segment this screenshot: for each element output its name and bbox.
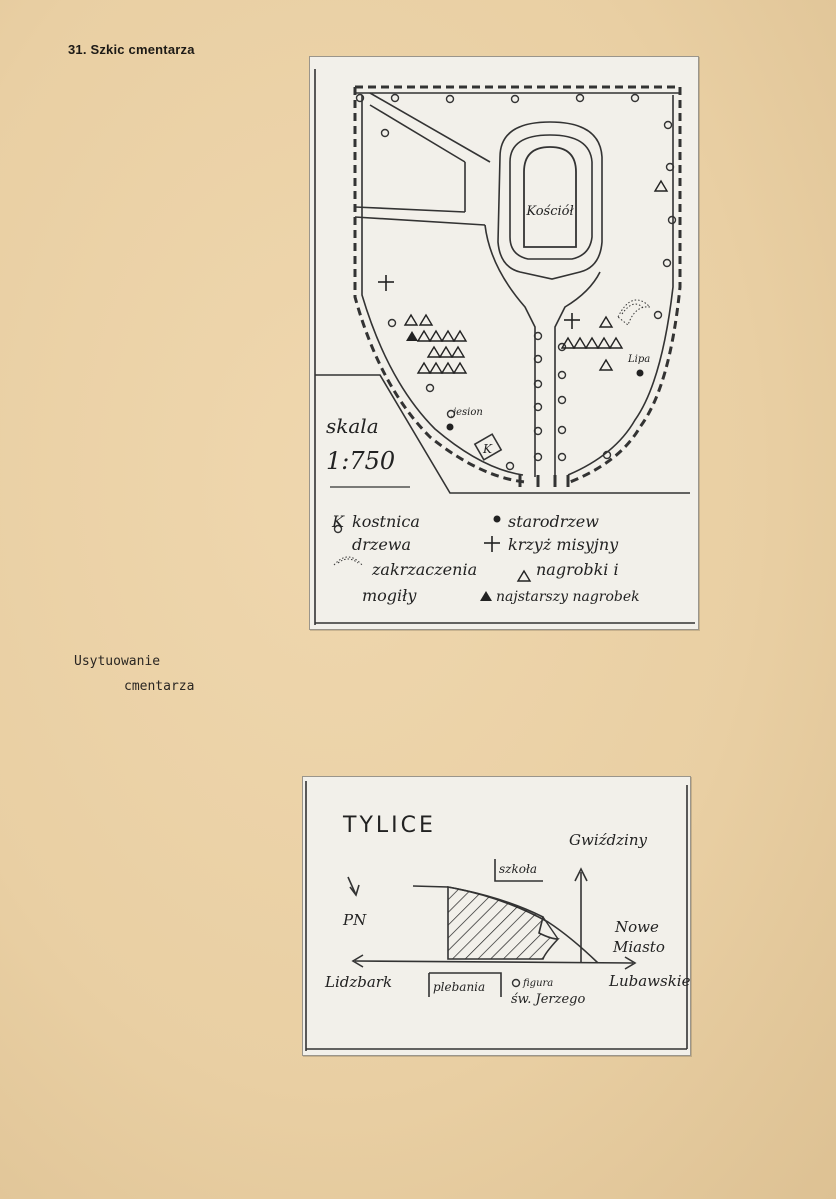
location-caption (74, 649, 194, 699)
legend-drzewa: drzewa (352, 535, 412, 554)
jesion-label: jesion (453, 407, 483, 418)
legend (331, 512, 640, 605)
church-label: Kościół (526, 204, 574, 219)
plebania-label: plebania (433, 980, 486, 994)
scale-label: skala (326, 414, 379, 438)
nowe-label: Nowe (615, 918, 659, 936)
szkola-label: szkoła (499, 862, 538, 876)
legend-najstarszy: najstarszy nagrobek (496, 589, 640, 605)
legend-k-key: K (332, 512, 344, 531)
page-title: 31. Szkic cmentarza (68, 42, 195, 57)
scale-value: 1:750 (326, 447, 396, 475)
legend-nagrobki: nagrobki i (536, 560, 619, 579)
cemetery-sketch-photo (309, 56, 699, 630)
caption-line-2: cmentarza (124, 679, 195, 694)
location-sketch (303, 777, 690, 1055)
legend-mogily: mogiły (362, 586, 417, 605)
caption-line-1: Usytuowanie (74, 654, 161, 669)
legend-starodrzew: starodrzew (508, 512, 599, 531)
lubawskie-label: Lubawskie (609, 972, 690, 990)
tylice-title: TYLICE (343, 813, 436, 838)
legend-zakrzaczenia: zakrzaczenia (372, 560, 478, 579)
sw-jerzego-label: św. Jerzego (511, 992, 586, 1007)
lipa-label: Lipa (628, 354, 651, 365)
miasto-label: Miasto (613, 938, 665, 956)
location-sketch-photo (302, 776, 691, 1056)
lidzbark-label: Lidzbark (325, 973, 393, 991)
cemetery-sketch (310, 57, 698, 629)
legend-kostnica: kostnica (352, 512, 420, 531)
gwiazdziny-label: Gwiździny (569, 831, 647, 849)
legend-krzyz: krzyż misyjny (508, 535, 619, 554)
kostnica-marker: K (483, 442, 492, 456)
north-label: PN (343, 911, 367, 929)
figura-label: figura (523, 978, 554, 989)
